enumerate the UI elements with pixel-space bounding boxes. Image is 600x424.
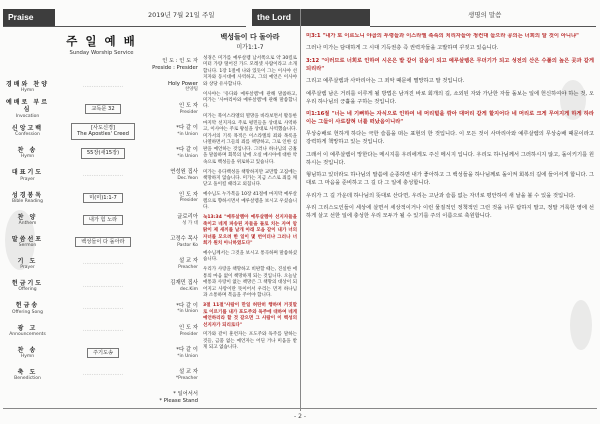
word-paragraph-text: 무상숭배로 헌하게 하다는 극한 슬픔을 떠는 표현의 한 것입니다. 이 모든 것이 사마리아와 예루살렘의 무상숭배 때문이라고 강력하게 책망하고 있는 것입니다.: [306, 131, 594, 146]
order-item-detail: [50, 215, 156, 226]
sermon-paragraph-text: 성경은 미가를 예루살렘 남서쪽으로 약 30킬로미터 가량 떨어진 가드 모레셋 사람이라고 소개합니다. 1장 1절에 나와 있듯이 그는 이사야 선지자와 동시대에 사역하고, 그의 예언은 이사야와 상당 유사합니다.: [203, 55, 297, 87]
order-item-detail: [50, 84, 156, 90]
sermon-paragraph: [203, 170, 297, 189]
order-item-leader: 인 도 자 Presider: [178, 191, 198, 204]
sermon-paragraph-text: 예수님께서는 그것을 보시고 통곡하며 말씀하셨습니다.: [203, 250, 297, 263]
order-of-worship: [5, 33, 198, 403]
order-item-detail: [50, 328, 156, 334]
word-paragraph: [306, 78, 594, 86]
word-paragraph: [306, 91, 594, 107]
order-item-leader: 글로리아 성 가 대: [177, 213, 198, 226]
order-item-detail: [50, 348, 156, 359]
order-item-leader: Holy Power 찬양팀: [167, 80, 198, 93]
order-item-name: 헌금송 Offering Song: [12, 302, 43, 315]
sermon-paragraph-text: 미가는 유다백성을 책망하지만 교만함 고집에는 책망하지 않습니다. 미가는 지금 스스로 죄를 깨닫고 돌이킬 때라고 외칩니다.: [203, 169, 297, 188]
order-item-detail: [50, 148, 156, 159]
sermon-paragraph: [203, 56, 297, 88]
leader-dots: ·······················: [82, 283, 124, 290]
order-row: [5, 121, 198, 143]
word-paragraph-text: 우리 그리스도인들이 세상에 살면서 세상적이거나 이런 물질적인 정책적인 그런 것을 너무 탐하지 말고, 정말 거룩한 영에 선하게 살고 선한 일에 충성한 우리 모두가 될 수 있기를 주의 이름으로 축원합니다.: [306, 205, 594, 219]
order-item-detail: [50, 284, 156, 290]
header-rule-left: [3, 26, 246, 27]
sermon-paragraph: [203, 303, 297, 329]
order-item-detail: [50, 306, 156, 312]
order-item-leader: *다 같 이 *in Union: [176, 302, 198, 315]
scripture-highlight: 미3:1 "내가 또 이르노니 야곱의 두령들과 이스라엘 족속의 치리자들아 청컨대 들으라 공의는 너희의 알 것이 아니냐": [306, 33, 579, 39]
order-item-detail: [50, 237, 156, 248]
order-item-detail: [50, 193, 156, 204]
order-item-name: 경배와 찬양 Hymn: [5, 80, 50, 93]
order-item-name: 대표기도 Prayer: [11, 169, 44, 182]
sermon-paragraph: [203, 332, 297, 351]
order-item-detail-text: 교독문 32: [85, 104, 120, 115]
word-paragraph-text: 예루살렘 남은 거리를 이루게 될 방법은 남겨진 바로 회개의 길, 소외된 자와 가난한 자들 돌보는 일에 헌신하여야 하는 것, 오 우리 하나님의 긍휼을 구하는 것입니다.: [306, 90, 594, 105]
word-paragraph: [306, 111, 594, 127]
leader-dots: ·······················: [82, 172, 124, 179]
bottom-rule: [3, 408, 597, 409]
order-item-leader: 설 교 자 *Preacher: [175, 369, 198, 381]
order-item-name: 찬 양 Anthem: [17, 213, 38, 226]
scripture-highlight: 눅13:34 "예루살렘아 예루살렘아 선지자들을 죽이고 네게 파송된 자들을 돌로 치는 자여 암탉이 제 새끼를 날개 아래 모음 같이 내가 너의 자녀를 모으려 한 일이 몇 번이더냐 그러나 너희가 원치 아니하였도다": [203, 215, 297, 247]
order-row: [5, 254, 198, 276]
word-paragraph: [306, 45, 594, 53]
order-row: [5, 298, 198, 320]
leader-dots: ·······················: [82, 261, 124, 268]
page-number: - 2 -: [294, 413, 306, 420]
order-row: [5, 187, 198, 209]
sermon-paragraph: [203, 267, 297, 299]
sermon-paragraph-text: 예수님도 누가복음 10장 41절에 마지막 예루살렘으로 향하시면서 예루살렘을 보시고 우셨습니다.: [203, 192, 297, 211]
word-column: [306, 33, 594, 403]
order-item-name: 광 고 Announcements: [9, 324, 46, 337]
leader-dots: ·······················: [82, 305, 124, 312]
word-paragraph: [306, 172, 594, 188]
presider: [5, 58, 198, 72]
word-paragraph: [306, 152, 594, 168]
order-item-leader: 김재민 집사 dec.Kim: [170, 280, 198, 293]
order-item-name: 찬 송 Hymn: [17, 346, 38, 360]
word-paragraph: [306, 193, 594, 201]
order-item-name: 축 도 Benediction: [14, 369, 41, 382]
presider-ko: 인 도 : 인 도 자: [162, 58, 198, 64]
order-item-detail: [50, 104, 156, 115]
sermon-paragraph-text: 미가와 같이 훈련자는 포도주와 독주를 말하는 것들, 금품 없는 예언자는 어딘 거나 미움을 받게 되고 없습니다.: [203, 332, 297, 351]
order-row: [5, 76, 198, 98]
word-paragraph-text: 형님하고 있더라도 하나님의 말씀에 순종하면 내가 좋아하고 그 백성들을 하나님께로 돌이켜 회복의 길에 들어서게 합니다. 그 대로 그 마음을 준비하고 그 길 다 그 일에 충성합니다.: [306, 172, 594, 187]
order-row: [5, 365, 198, 387]
order-item-detail-text: 주기도송: [87, 348, 119, 359]
order-item-detail-text: 백성들이 다 돌아라: [75, 237, 130, 248]
order-item-name: 신앙고백 Confession: [11, 124, 44, 138]
word-paragraph: [306, 33, 594, 41]
order-item-name: 기 도 Prayer: [17, 258, 38, 271]
sermon-title: 백성들이 다 돌아라: [220, 33, 280, 41]
sermon-paragraph: [203, 92, 297, 111]
sermon-paragraph: [203, 215, 297, 247]
order-item-name: 성경봉독 Bible Reading: [11, 191, 44, 204]
sermon-reference: 미가1:1-7: [236, 43, 264, 51]
order-item-detail-text: 내가 힘 노라: [83, 215, 123, 226]
scripture-highlight: 3:12 "이러므로 너희로 인하여 시온은 밭 같이 갈음이 되고 예루살렘은 무더기가 되고 성전의 산은 수풀의 높은 곳과 같게 되리라": [306, 57, 594, 72]
order-row: [5, 98, 198, 120]
scripture-highlight: 3절 11절"사람이 만일 허탄히 행하며 거짓말로 이르기를 내가 포도주와 독주에 대하여 네게 예언하리라 할 것 같으면 그 사람이 이 백성의 선지자가 되리로다": [203, 303, 297, 328]
leader-dots: ·······················: [82, 83, 124, 90]
order-item-leader: 고정수 목사 Pastor Ko: [170, 236, 198, 248]
order-item-name: 헌금기도 Offering: [11, 280, 44, 293]
order-item-leader: *다 같 이 *in Union: [176, 125, 198, 137]
presider-en: Preside : Presider: [152, 65, 198, 72]
order-item-detail: [50, 123, 156, 140]
leader-dots: ·······················: [82, 372, 124, 379]
sermon-text: [203, 33, 297, 403]
lord-header: the Lord: [252, 9, 370, 26]
bulletin-subtitle: Sunday Worship Service: [69, 50, 134, 56]
order-item-detail: [50, 173, 156, 179]
service-date: 2019년 7월 21일 주일: [148, 11, 215, 19]
order-row: [5, 143, 198, 165]
order-item-detail-text: 55장(새15장): [81, 148, 125, 159]
order-item-leader: 인 도 자 Presider: [178, 324, 198, 337]
stand-note: [5, 391, 198, 403]
order-item-detail: [50, 261, 156, 267]
word-paragraph-text: 그리고 예루살렘과 사마리아는 그 죄악 때문에 멸망하고 말 것입니다.: [306, 78, 465, 85]
order-row: [5, 232, 198, 254]
sermon-paragraph: [203, 192, 297, 211]
praise-header: Praise: [3, 9, 55, 26]
sermon-paragraph-text: 우리가 사랑을 책망하고 비판할 때는, 진실한 애통의 마음 없이 책망하게 되는 것입니다. 오늘날 애통과 사랑이 없는 책망은 그 책망의 대상이 되어지고 사랑이란 뜻이어서 우리는 먼저 하나님과 소통하며 복음을 주어야 합니다.: [203, 267, 297, 299]
sermon-paragraph-text: 미가는 북이스라엘의 멸망을 바라보면서 활동한 마지막 선지자요 주로 평민들을 상대로 사역하고, 이사야는 주로 왕실을 상대로 사역했습니다. 미가서의 기록 목적은 이스라엘의 죄와 목록을 나열하면서 그들의 죄를 책망하고, 그로 인한 심판을 예언하는 것입니다. 그러나 하나님의 긍휼을 말씀하며 회복의 날에 오실 메시아에 대한 약속으로 백성들을 위로하고 있습니다.: [203, 114, 297, 165]
word-paragraph-text: 그러나 미가는 담대하게 그 시대 기득권층 즉 권력자들을 고발하며 꾸짖고 있습니다.: [306, 45, 499, 52]
word-paragraph: [306, 58, 594, 74]
word-paragraph-text: 우리가 그 길 가운데 하나님의 뜻대로 산다면, 우리는 고난과 슬픔 없는 자녀로 평안하여 새 날을 볼 수 있을 것입니다.: [306, 192, 576, 199]
order-row: [5, 320, 198, 342]
order-item-leader: 연성원 집사 Dec.Yeon: [170, 169, 198, 182]
column-divider: [300, 9, 301, 411]
order-item-detail-text: [사도신경] The Apostles' Creed: [71, 123, 135, 140]
order-list: [5, 76, 198, 387]
order-item-name: 찬 송 Hymn: [17, 147, 38, 160]
word-paragraph: [306, 131, 594, 147]
sermon-paragraph: [203, 114, 297, 166]
word-paragraph: [306, 205, 594, 221]
sermon-paragraph-text: 이사야는 '유다와 예루살렘'에 관해 말씀하고, 미가는 '사마리아와 예루살렘'에 관해 말씀합니다.: [203, 91, 297, 110]
stand-note-ko: * 일어서서: [173, 390, 198, 397]
order-row: [5, 276, 198, 298]
word-paragraph-text: 그래서 이 예루살렘이 망한다는 메시지를 우리에게도 주신 메시지 입니다. 우리도 하나님께서 그러하시지 않고, 돌이키기를 원하시는 것입니다.: [306, 151, 594, 166]
stand-note-en: * Please Stand: [159, 397, 198, 403]
order-item-detail: [50, 372, 156, 378]
word-of-life-header: 생명의 말씀: [468, 11, 502, 19]
bulletin-title: 주 일 예 배: [66, 34, 137, 48]
order-item-leader: *다 같 이 *in Union: [176, 346, 198, 359]
order-item-name: 예배로 부르심 Invocation: [5, 99, 50, 119]
order-row: [5, 209, 198, 231]
order-item-leader: 인 도 자 Presider: [178, 102, 198, 115]
order-item-leader: *다 같 이 *in Union: [176, 147, 198, 159]
order-row: [5, 343, 198, 365]
order-item-name: 말씀선포 Sermon: [11, 235, 44, 249]
sermon-paragraph: [203, 251, 297, 264]
header-rule-right: [370, 26, 596, 27]
scripture-highlight: 미1:16절 "너는 네 기뻐하는 자식으로 인하여 네 머리털을 깎아 대머리 같게 할지어다 네 머리로 크게 무여지게 하게 하라 이는 그들이 사로잡혀 너를 떠났음이니라": [306, 111, 594, 125]
leader-dots: ·······················: [82, 327, 124, 334]
order-row: [5, 165, 198, 187]
order-item-detail-text: 미(미)1:1-7: [83, 193, 123, 204]
order-item-leader: 설 교 자 Preacher: [178, 258, 198, 270]
